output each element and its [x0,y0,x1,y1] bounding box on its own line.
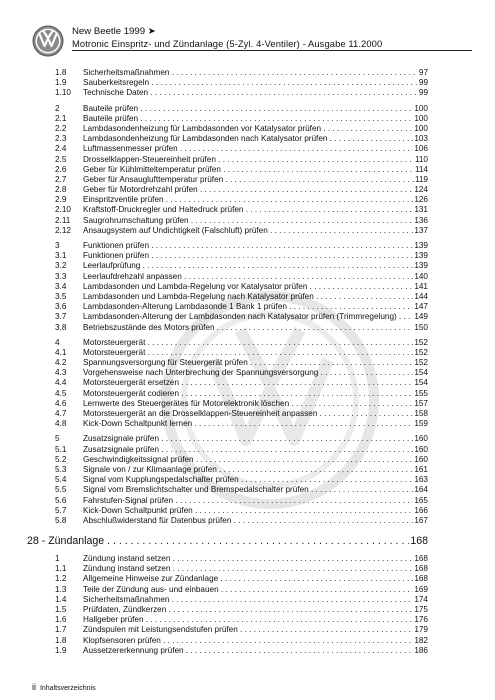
toc-entry-number: 5.5 [55,485,67,495]
toc-entry-page: 137 [414,225,428,235]
toc-entry[interactable] [55,434,428,444]
toc-entry-page: 106 [414,144,428,154]
toc-entry-page: 97 [418,68,428,77]
toc-entry-page: 175 [414,605,428,614]
toc-entry-number: 2.1 [55,113,67,123]
toc-entry-title: Spannungsversorgung für Steuergerät prüfen . . . [83,358,428,368]
toc-entry-page: 141 [414,281,428,291]
toc-entry-number: 3.6 [55,302,67,312]
toc-entry-title: Funktionen prüfen . . . [83,251,428,261]
toc-entry-title: Motorsteuergerät . . . [83,348,428,358]
toc-entry[interactable] [55,605,428,615]
toc-entry-number: 1.7 [55,625,67,635]
toc-entry[interactable] [55,378,428,388]
toc-entry-number: 1.9 [55,78,67,88]
toc-entry[interactable] [55,78,428,88]
toc-entry-page: 139 [414,251,428,261]
toc-entry[interactable] [55,226,428,236]
toc-entry-number: 2.6 [55,164,67,174]
toc-entry[interactable] [55,292,428,302]
toc-entry-title: Lambdasonden und Lambda-Regelung vor Katalysator prüfen . . . [83,282,428,292]
toc-entry-number: 2.4 [55,144,67,154]
toc-entry[interactable] [55,585,428,595]
toc-entry-title: Zusatzsignale prüfen . . . [83,445,428,455]
toc-entry-number: 1.5 [55,605,67,614]
toc-entry[interactable] [55,185,428,195]
toc-entry[interactable] [55,564,428,574]
toc-entry-page: 103 [414,134,428,144]
toc-entry-page: 139 [414,241,428,250]
toc-entry-title: Geber für Kühlmitteltemperatur prüfen . . . [83,165,428,175]
toc-entry-page: 168 [414,554,428,564]
toc-entry-title: Aussetzererkennung prüfen . . . [83,646,428,656]
toc-entry-number: 4 [55,337,60,347]
toc-entry-number: 5.8 [55,515,67,525]
toc-entry-number: 3.7 [55,312,67,322]
footer-label: Inhaltsverzeichnis [39,685,96,692]
toc-entry-page: 140 [414,271,428,281]
toc-entry-number: 2.2 [55,123,67,133]
toc-entry-page: 176 [414,615,428,625]
toc-entry[interactable] [55,389,428,399]
toc-entry[interactable] [55,195,428,205]
toc-entry-title: Saugrohrumschaltung prüfen . . . [83,216,428,226]
toc-entry-title: Signal vom Kupplungspedalschalter prüfen . . . [83,475,428,485]
toc-entry-page: 168 [414,574,428,584]
toc-entry-number: 4.4 [55,378,67,388]
toc-entry-number: 2 [55,103,60,113]
toc-entry-page: 99 [418,78,428,88]
toc-entry-number: 1.6 [55,615,67,625]
toc-entry[interactable] [55,368,428,378]
toc-entry-title: Luftmassenmesser prüfen . . . [83,144,428,154]
toc-entry-title: Kraftstoff-Druckregler und Haltedruck prüfen . . . [83,205,428,215]
toc-entry[interactable] [55,348,428,358]
toc-entry-title: Lambdasondenheizung für Lambdasonden vor Katalysator prüfen . . . [83,124,428,134]
toc-entry[interactable] [55,272,428,282]
toc-entry[interactable] [55,465,428,475]
toc-entry-title: Lernwerte des Steuergerätes für Motorelektronik löschen . . . [83,399,428,409]
toc-entry-title: Lambdasonden und Lambda-Regelung nach Katalysator prüfen . . . [83,292,428,302]
toc-entry-page: 160 [414,434,428,444]
toc-entry[interactable] [55,165,428,175]
toc-entry-page: 169 [414,584,428,594]
toc-entry-page: 167 [414,515,428,525]
toc-entry-number: 1.4 [55,594,67,604]
toc-entry[interactable] [55,312,428,322]
toc-entry[interactable] [55,104,428,114]
toc-entry-title: Prüfdaten, Zündkerzen . . . [83,605,428,615]
toc-entry[interactable] [55,251,428,261]
toc-entry-number: 1.10 [55,88,71,98]
toc-entry-title: Motorsteuergerät codieren . . . [83,389,428,399]
toc-entry-number: 1.8 [55,635,67,645]
header-divider [72,50,472,51]
toc-entry-page: 100 [414,123,428,133]
toc-chapter-heading[interactable] [27,534,428,549]
toc-entry[interactable] [55,302,428,312]
toc-entry[interactable] [55,445,428,455]
toc-entry[interactable] [55,144,428,154]
toc-entry-page: 159 [414,419,428,429]
toc-entry-number: 5.7 [55,505,67,515]
toc-entry[interactable] [55,175,428,185]
toc-entry[interactable] [55,455,428,465]
toc-entry-title: Kick-Down Schaltpunkt prüfen . . . [83,506,428,516]
toc-entry-number: 4.3 [55,368,67,378]
toc-entry-title: Motorsteuergerät . . . [83,338,428,348]
toc-entry-number: 1.9 [55,645,67,655]
toc-entry-page: 163 [414,475,428,485]
toc-entry-page: 99 [418,88,428,98]
toc-entry-title: Funktionen prüfen . . . [83,241,428,251]
toc-entry-title: Zündung instand setzen . . . [83,564,428,574]
toc-entry-page: 149 [414,312,428,322]
toc-entry-page: 157 [414,398,428,408]
toc-entry-title: Betriebszustände des Motors prüfen . . . [83,323,428,333]
toc-entry-page: 154 [414,378,428,388]
toc-entry-number: 4.8 [55,419,67,429]
toc-entry[interactable] [55,516,428,526]
toc-entry-page: 166 [414,505,428,515]
toc-entry-number: 4.1 [55,347,67,357]
toc-entry-page: 100 [414,103,428,113]
toc-entry-page: 124 [414,185,428,195]
toc-entry[interactable] [55,475,428,485]
toc-entry-page: 152 [414,347,428,357]
vw-logo-icon [32,25,64,57]
toc-entry[interactable] [55,646,428,656]
toc-entry-page: 110 [414,154,428,164]
toc-entry-page: 186 [414,645,428,655]
toc-entry-number: 1 [55,554,60,564]
toc-entry-page: 182 [414,635,428,645]
toc-entry-title: Vorgehensweise nach Unterbrechung der Spannungsversorgung . . . [83,368,428,378]
footer-page-number: ii [32,682,36,692]
toc-entry[interactable] [55,636,428,646]
toc-entry[interactable] [55,134,428,144]
toc-entry[interactable] [55,205,428,215]
toc-entry-title: Zündung instand setzen . . . [83,554,428,564]
toc-chapter-title: 28 - Zündanlage . . . [27,534,428,549]
toc-entry[interactable] [55,68,428,78]
toc-entry-number: 2.3 [55,134,67,144]
toc-entry-number: 5 [55,434,60,444]
toc-entry-page: 164 [414,485,428,495]
toc-entry-number: 3.4 [55,281,67,291]
toc-entry-title: Sicherheitsmaßnahmen . . . [83,595,428,605]
toc-entry-title: Ansaugsystem auf Undichtigkeit (Falschluft) prüfen . . . [83,226,428,236]
toc-entry-page: 174 [414,594,428,604]
toc-entry-page: 168 [414,564,428,574]
toc-entry-page: 161 [414,464,428,474]
toc-entry[interactable] [55,485,428,495]
toc-entry-number: 5.4 [55,475,67,485]
toc-entry-title: Motorsteuergerät ersetzen . . . [83,378,428,388]
toc-entry-title: Geschwindigkeitssignal prüfen . . . [83,455,428,465]
toc-entry-title: Lambdasonden-Alterung der Lambdasonden nach Katalysator prüfen (Trimmregelung) . . . [83,312,428,322]
header-model: New Beetle 1999 ➤ [72,26,156,37]
toc-entry-page: 152 [414,358,428,368]
toc-entry-number: 3.5 [55,291,67,301]
toc-entry[interactable] [55,282,428,292]
toc-entry-title: Bauteile prüfen . . . [83,114,428,124]
header-subtitle: Motronic Einspritz- und Zündanlage (5-Zyl. 4-Ventiler) - Ausgabe 11.2000 [72,38,383,49]
toc-entry-title: Drosselklappen-Steuereinheit prüfen . . . [83,155,428,165]
toc-entry-number: 1.8 [55,68,67,77]
toc-entry[interactable] [55,615,428,625]
toc-entry-page: 114 [414,164,428,174]
toc-entry-title: Kick-Down Schaltpunkt lernen . . . [83,419,428,429]
toc-entry-page: 160 [414,444,428,454]
toc-entry-title: Leerlaufprüfung . . . [83,261,428,271]
toc-entry-title: Signale von / zur Klimaanlage prüfen . . . [83,465,428,475]
toc-entry-page: 155 [414,388,428,398]
toc-entry-page: 150 [414,322,428,332]
toc-entry-number: 2.9 [55,195,67,205]
page-footer [32,682,96,692]
toc-entry[interactable] [55,88,428,98]
toc-chapter-page: 168 [410,535,428,548]
toc-entry-number: 4.5 [55,388,67,398]
page-header [32,25,472,61]
toc-entry-number: 2.12 [55,225,71,235]
toc-entry-title: Sicherheitsmaßnahmen . . . [83,68,428,78]
toc-entry-number: 2.7 [55,174,67,184]
toc-entry-title: Motorsteuergerät an die Drosselklappen-Steuereinheit anpassen . . . [83,409,428,419]
toc-entry-number: 4.6 [55,398,67,408]
toc-entry-page: 144 [414,291,428,301]
toc-entry-number: 3.2 [55,261,67,271]
toc-entry[interactable] [55,506,428,516]
toc-entry-number: 4.7 [55,409,67,418]
toc-entry-title: Allgemeine Hinweise zur Zündanlage . . . [83,574,428,584]
toc-entry[interactable] [55,155,428,165]
toc-entry-title: Zündspulen mit Leistungsendstufen prüfen . . . [83,625,428,635]
toc-entry-page: 165 [414,495,428,505]
toc-entry-number: 3.3 [55,271,67,281]
toc-entry-number: 1.2 [55,574,67,584]
toc-entry-title: Lambdasonden-Alterung Lambdasonde 1 Bank 1 prüfen . . . [83,302,428,312]
toc-entry-page: 126 [414,195,428,205]
toc-entry[interactable] [55,358,428,368]
toc-entry[interactable] [55,409,428,419]
toc-entry-page: 158 [414,409,428,418]
toc-entry-number: 3 [55,241,60,250]
toc-entry-title: Geber für Ansauglufttemperatur prüfen . . . [83,175,428,185]
toc-entry[interactable] [55,338,428,348]
toc-entry-title: Zusatzsignale prüfen . . . [83,434,428,444]
toc-entry-title: Abschlußwiderstand für Datenbus prüfen . . . [83,516,428,526]
toc-entry-number: 5.3 [55,464,67,474]
toc-entry[interactable] [55,399,428,409]
toc-entry[interactable] [55,595,428,605]
toc-entry[interactable] [55,261,428,271]
toc-entry-title: Geber für Motordrehzahl prüfen . . . [83,185,428,195]
toc-entry-page: 100 [414,113,428,123]
toc-entry-number: 5.2 [55,454,67,464]
toc-entry[interactable] [55,419,428,429]
toc-entry-number: 5.1 [55,444,67,454]
toc-entry-number: 2.10 [55,205,71,215]
toc-entry-number: 1.1 [55,564,67,574]
toc-spacer [55,526,428,534]
toc-entry[interactable] [55,216,428,226]
toc-entry-number: 2.11 [55,215,71,225]
toc-entry-page: 152 [414,337,428,347]
toc-entry[interactable] [55,114,428,124]
toc-entry-title: Signal vom Bremslichtschalter und Bremspedalschalter prüfen . . . [83,485,428,495]
toc-entry[interactable] [55,496,428,506]
toc-entry-page: 154 [414,368,428,378]
toc-entry-number: 2.5 [55,154,67,164]
toc-entry[interactable] [55,241,428,251]
toc-entry-title: Technische Daten . . . [83,88,428,98]
toc-entry-page: 160 [414,454,428,464]
toc-entry-page: 139 [414,261,428,271]
toc-entry-title: Klopfsensoren prüfen . . . [83,636,428,646]
toc-entry-number: 1.3 [55,584,67,594]
toc-entry-page: 131 [414,205,428,215]
toc-entry-number: 5.6 [55,495,67,505]
toc-entry[interactable] [55,554,428,564]
table-of-contents [27,68,428,656]
toc-entry-page: 147 [414,302,428,312]
toc-entry[interactable] [55,323,428,333]
toc-entry-title: Hallgeber prüfen . . . [83,615,428,625]
toc-entry-title: Bauteile prüfen . . . [83,104,428,114]
toc-entry-number: 2.8 [55,185,67,195]
toc-entry[interactable] [55,124,428,134]
toc-entry-page: 179 [414,625,428,635]
toc-entry-number: 4.2 [55,358,67,368]
toc-entry[interactable] [55,625,428,635]
toc-entry-title: Leerlaufdrehzahl anpassen . . . [83,272,428,282]
toc-entry-title: Lambdasondenheizung für Lambdasonden nach Katalysator prüfen . . . [83,134,428,144]
toc-entry-page: 136 [414,215,428,225]
toc-entry-title: Teile der Zündung aus- und einbauen . . . [83,585,428,595]
toc-entry-page: 119 [414,174,428,184]
toc-entry-title: Einspritzventile prüfen . . . [83,195,428,205]
toc-entry-title: Sauberkeitsregeln . . . [83,78,428,88]
toc-entry[interactable] [55,574,428,584]
toc-entry-number: 3.1 [55,251,67,261]
toc-entry-title: Fahrstufen-Signal prüfen . . . [83,496,428,506]
toc-entry-number: 3.8 [55,322,67,332]
